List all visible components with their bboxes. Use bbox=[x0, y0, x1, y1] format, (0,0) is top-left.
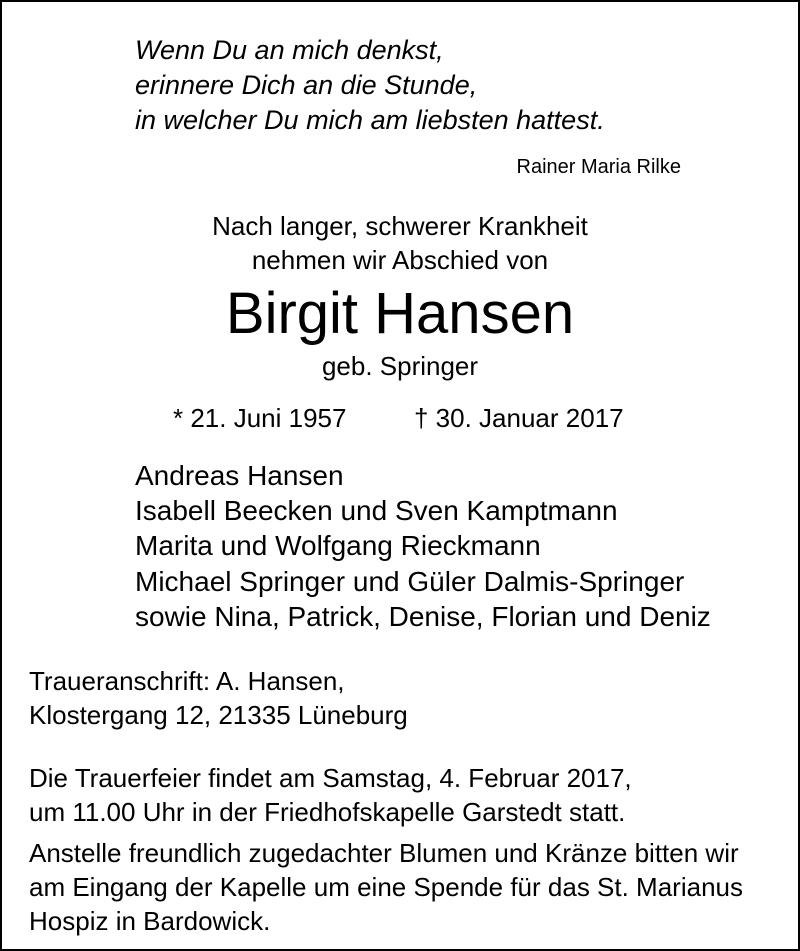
quote-line: erinnere Dich an die Stunde, bbox=[135, 70, 478, 100]
address-line: Klostergang 12, 21335 Lüneburg bbox=[29, 700, 408, 730]
birth-date: * 21. Juni 1957 bbox=[173, 403, 347, 433]
quote-line: in welcher Du mich am liebsten hattest. bbox=[135, 105, 605, 135]
maiden-name: geb. Springer bbox=[321, 351, 479, 381]
ceremony-line: Die Trauerfeier findet am Samstag, 4. Februar 2017, bbox=[29, 763, 632, 793]
intro-line: nehmen wir Abschied von bbox=[251, 245, 549, 275]
donation-line: am Eingang der Kapelle um eine Spende für das St. Marianus bbox=[29, 872, 743, 902]
donation-line: Anstelle freundlich zugedachter Blumen und Kränze bitten wir bbox=[29, 838, 739, 868]
mourner-line: Marita und Wolfgang Rieckmann bbox=[135, 530, 541, 561]
mourner-line: Andreas Hansen bbox=[135, 460, 344, 491]
ceremony-line: um 11.00 Uhr in der Friedhofskapelle Garstedt statt. bbox=[29, 797, 626, 827]
quote-line: Wenn Du an mich denkst, bbox=[135, 35, 444, 65]
quote-author: Rainer Maria Rilke bbox=[516, 156, 681, 178]
death-date: † 30. Januar 2017 bbox=[414, 403, 624, 433]
mourner-line: sowie Nina, Patrick, Denise, Florian und Deniz bbox=[135, 601, 711, 632]
mourner-line: Isabell Beecken und Sven Kamptmann bbox=[135, 495, 618, 526]
deceased-name: Birgit Hansen bbox=[225, 281, 575, 346]
mourner-line: Michael Springer und Güler Dalmis-Springer bbox=[135, 566, 685, 597]
intro-line: Nach langer, schwerer Krankheit bbox=[212, 211, 588, 241]
address-line: Traueranschrift: A. Hansen, bbox=[29, 666, 345, 696]
donation-line: Hospiz in Bardowick. bbox=[29, 906, 271, 936]
